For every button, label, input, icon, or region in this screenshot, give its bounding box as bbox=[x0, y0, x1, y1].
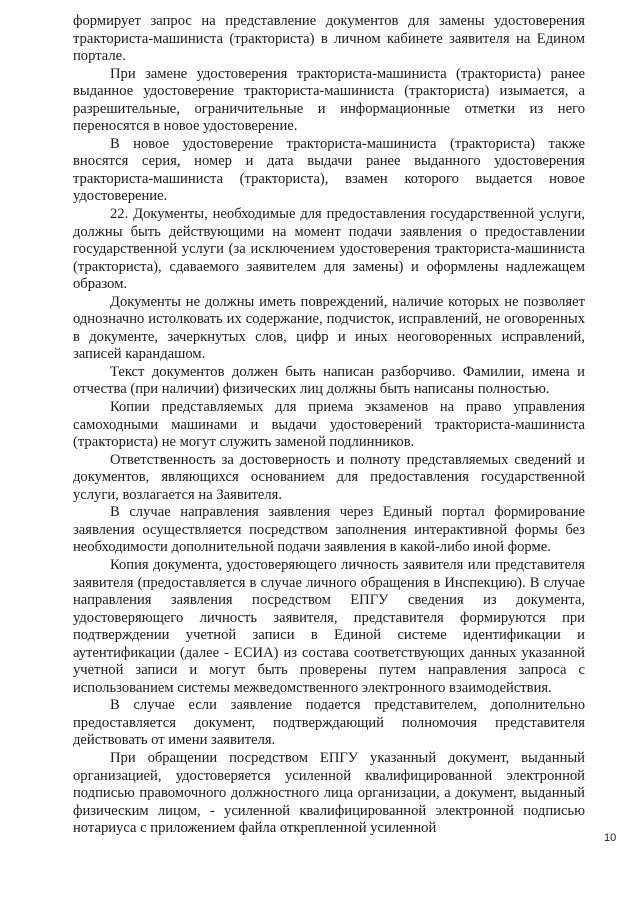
paragraph-new-license-details: В новое удостоверение тракториста-машиниста (тракториста) также вносятся серия, номер и дата выдачи ранее выданного удостоверения тракториста-машиниста (тракториста), взамен которого выдается новое удостоверение. bbox=[73, 135, 585, 205]
paragraph-identity-document: Копия документа, удостоверяющего личность заявителя или представителя заявителя (предоставляется в случае личного обращения в Инспекцию). В случае направления заявления посредством ЕПГУ сведения из документа, удостоверяющего личность заявителя, представителя формируются при подтверждении учетной записи в Единой системе идентификации и аутентификации (далее - ЕСИА) из состава соответствующих данных указанной учетной записи и могут быть проверены путем направления запроса с использованием системы межведомственного электронного взаимодействия. bbox=[73, 556, 585, 696]
page-number: 10 bbox=[604, 832, 617, 844]
paragraph-document-damage: Документы не должны иметь повреждений, наличие которых не позволяет однозначно истолковать их содержание, подчисток, исправлений, не оговоренных в документе, зачеркнутых слов, цифр и иных неоговоренных исправлений, записей карандашом. bbox=[73, 293, 585, 363]
document-body bbox=[73, 13, 585, 838]
paragraph-copies: Копии представляемых для приема экзаменов на право управления самоходными машинами и выдачи удостоверений тракториста-машиниста (тракториста) не могут служить заменой подлинников. bbox=[73, 399, 585, 451]
paragraph-responsibility: Ответственность за достоверность и полноту представляемых сведений и документов, являющихся основанием для предоставления государственной услуги, возлагается на Заявителя. bbox=[73, 451, 585, 503]
paragraph-item-22: 22. Документы, необходимые для предоставления государственной услуги, должны быть действующими на момент подачи заявления о предоставлении государственной услуги (за исключением удостоверения тракториста-машиниста (тракториста), сдаваемого заявителем для замены) и оформлены надлежащем образом. bbox=[73, 206, 585, 293]
paragraph-legible-text: Текст документов должен быть написан разборчиво. Фамилии, имена и отчества (при наличии) физических лиц должны быть написаны полностью. bbox=[73, 363, 585, 398]
paragraph-single-portal: В случае направления заявления через Единый портал формирование заявления осуществляется посредством заполнения интерактивной формы без необходимости дополнительной подачи заявления в какой-либо иной форме. bbox=[73, 504, 585, 556]
paragraph-electronic-signature: При обращении посредством ЕПГУ указанный документ, выданный организацией, удостоверяется усиленной квалифицированной электронной подписью правомочного должностного лица организации, а документ, выданный физическим лицом, - усиленной квалифицированной электронной подписью нотариуса с приложением файла открепленной усиленной bbox=[73, 749, 585, 837]
paragraph-replacement-license: При замене удостоверения тракториста-машиниста (тракториста) ранее выданное удостоверение тракториста-машиниста (тракториста) изымается, а разрешительные, ограничительные и информационные отметки из него переносятся в новое удостоверение. bbox=[73, 65, 585, 135]
paragraph-continuation: формирует запрос на представление документов для замены удостоверения тракториста-машиниста (тракториста) в личном кабинете заявителя на Едином портале. bbox=[73, 13, 585, 65]
paragraph-representative: В случае если заявление подается представителем, дополнительно предоставляется документ, подтверждающий полномочия представителя действовать от имени заявителя. bbox=[73, 697, 585, 749]
